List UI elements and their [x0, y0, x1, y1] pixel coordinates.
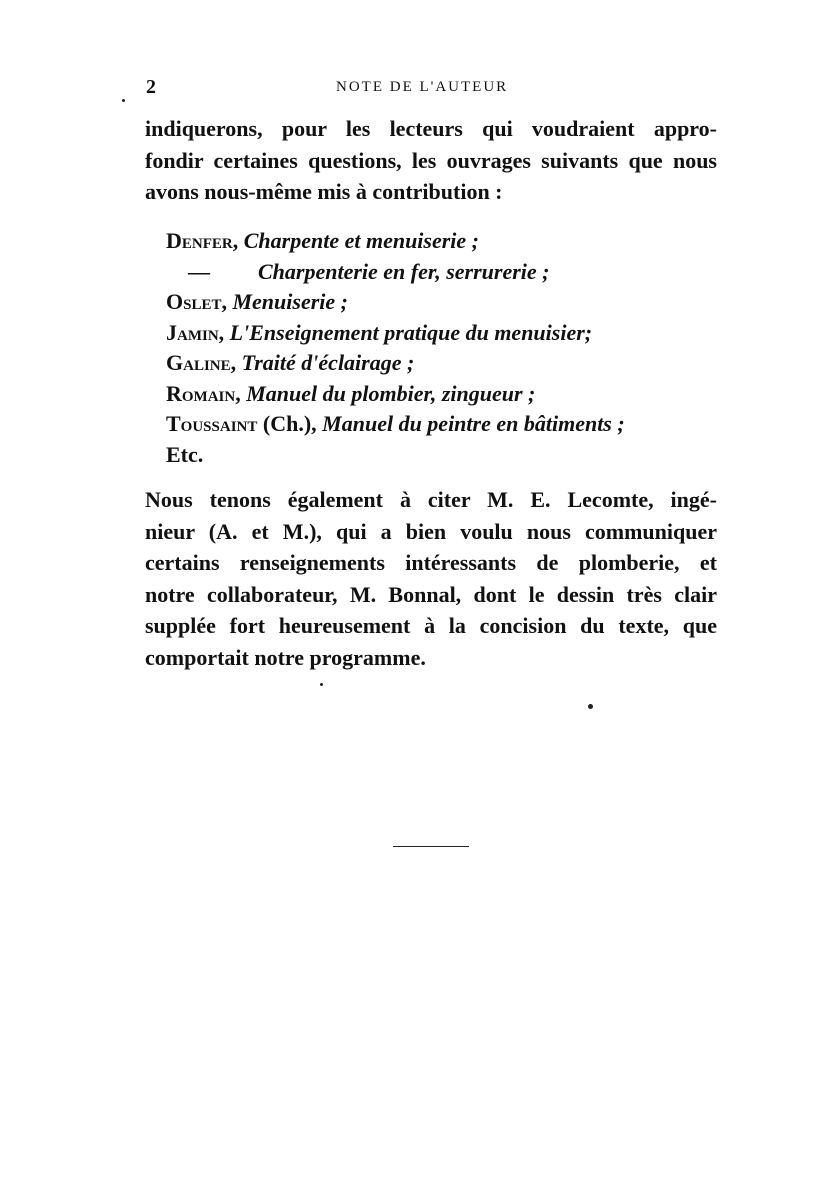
- thanks-line: Nous tenons également à citer M. E. Lecomte, ingé-: [145, 487, 717, 512]
- ink-speck: [320, 683, 323, 686]
- page-number: 2: [146, 76, 156, 98]
- bibliography-author: Toussaint: [166, 411, 258, 436]
- ink-speck: [122, 99, 125, 102]
- bibliography-entry: [166, 318, 726, 349]
- bibliography-author: Jamin,: [166, 319, 225, 345]
- bibliography-entry: [166, 287, 726, 318]
- bibliography-title: Charpente et menuiserie ;: [243, 228, 480, 253]
- bibliography-author: Galine,: [166, 350, 237, 375]
- bibliography-title: Manuel du plombier, zingueur ;: [246, 380, 536, 406]
- bibliography-entry: [166, 257, 726, 288]
- bibliography-etc: Etc.: [166, 441, 204, 467]
- bibliography-list: [166, 226, 726, 470]
- ink-speck: [588, 704, 593, 709]
- intro-paragraph: [145, 113, 717, 208]
- intro-line: indiquerons, pour les lecteurs qui voudraient appro-: [145, 116, 717, 141]
- bibliography-title: Menuiserie ;: [232, 289, 348, 314]
- bibliography-author: Oslet,: [166, 289, 227, 314]
- intro-line: fondir certaines questions, les ouvrages suivants que nous: [145, 147, 717, 173]
- thanks-line: comportait notre programme.: [145, 644, 426, 670]
- bibliography-author: Denfer,: [166, 228, 239, 253]
- bibliography-entry: [166, 348, 726, 379]
- thanks-line: certains renseignements intéressants de plomberie, et: [145, 550, 717, 575]
- bibliography-entry: [166, 409, 726, 440]
- bibliography-title: Traité d'éclairage ;: [241, 350, 415, 375]
- bibliography-title: Manuel du peintre en bâtiments ;: [322, 411, 625, 436]
- running-title: NOTE DE L'AUTEUR: [336, 79, 509, 95]
- acknowledgements-paragraph: [145, 484, 717, 673]
- closing-rule: [393, 846, 469, 847]
- intro-line: avons nous-même mis à contribution :: [145, 179, 503, 204]
- ditto-dash: —: [188, 258, 210, 284]
- bibliography-entry: [166, 379, 726, 410]
- thanks-line: notre collaborateur, M. Bonnal, dont le dessin très clair: [145, 581, 717, 607]
- bibliography-title: L'Enseignement pratique du menuisier;: [229, 319, 593, 345]
- bibliography-title: Charpenterie en fer, serrurerie ;: [258, 258, 550, 284]
- bibliography-author: Romain,: [166, 380, 241, 406]
- thanks-line: supplée fort heureusement à la concision du texte, que: [145, 613, 717, 638]
- bibliography-qualifier: (Ch.),: [262, 411, 317, 436]
- bibliography-entry: [166, 226, 726, 257]
- thanks-line: nieur (A. et M.), qui a bien voulu nous communiquer: [145, 518, 717, 544]
